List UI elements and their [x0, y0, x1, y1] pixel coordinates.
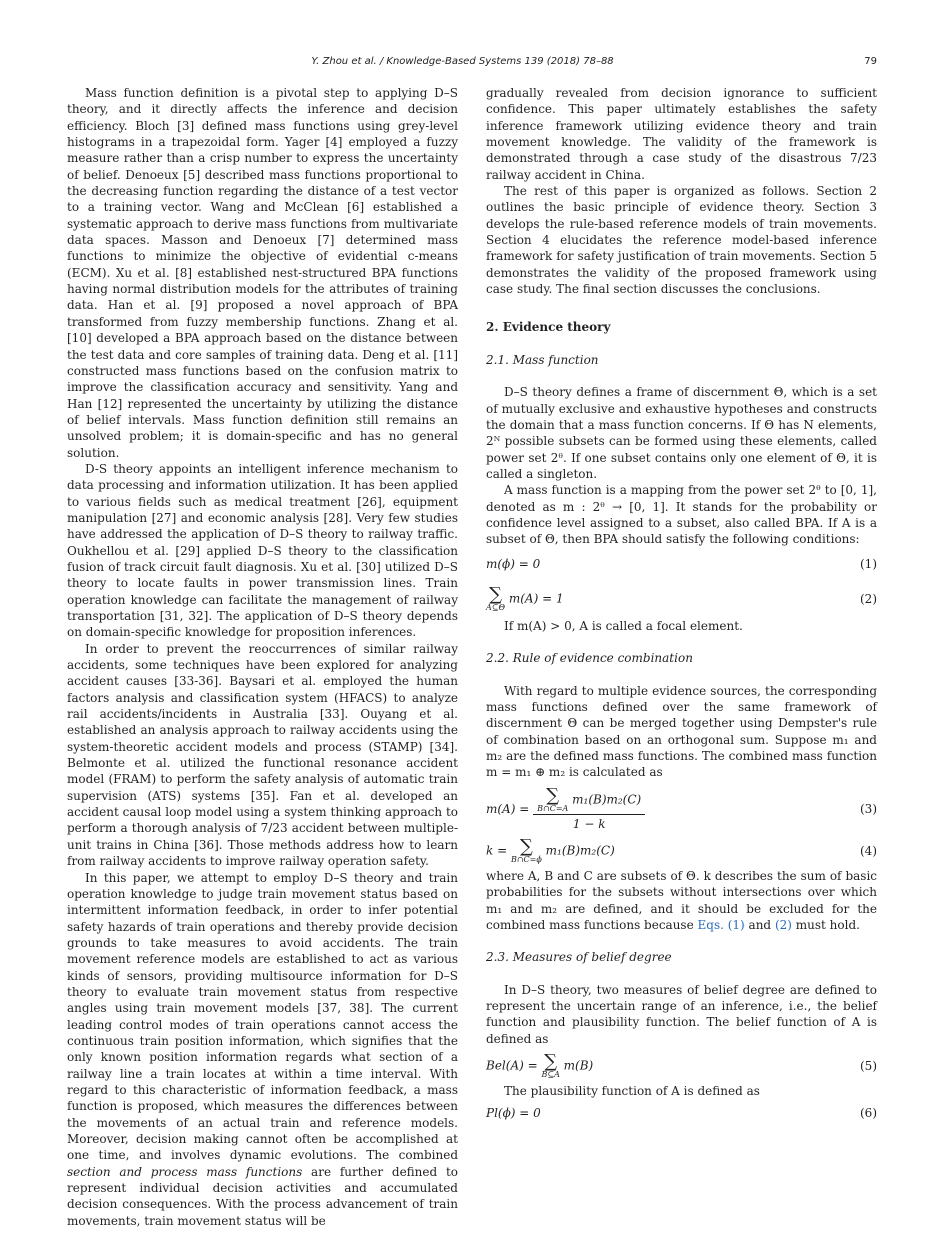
paragraph: The plausibility function of A is defined as [504, 1084, 760, 1099]
equation-3: m(A) = ∑ B∩C=A m₁(B)m₂(C) 1 − k (3) [486, 784, 877, 831]
paragraph: If m(A) > 0, A is called a focal element. [504, 618, 743, 633]
equation-number: (3) [860, 802, 877, 817]
subsection-heading: 2.3. Measures of belief degree [486, 950, 672, 965]
paragraph: With regard to multiple evidence sources, the corresponding mass functions defined over the same framework of discernment Θ can be merged together using Dempster's rule of combination based on an orthogonal sum. Suppose m₁ and m₂ are the defined mass functions. The combined mass function m = m₁ ⊕ m₂ is calculated as [486, 683, 877, 780]
paragraph: A mass function is a mapping from the power set 2ᶿ to [0, 1], denoted as m : 2ᶿ → [0, 1]. It stands for the probability or confidence level assigned to a subset, also called BPA. If A is a subset of Θ, then BPA should satisfy the following conditions: [486, 483, 877, 547]
sum-subscript: A⊆Θ [486, 602, 506, 612]
right-column [486, 85, 877, 1126]
fraction-denominator: 1 − k [572, 816, 606, 831]
subsection-heading: 2.1. Mass function [486, 352, 599, 367]
equation-6 [486, 1105, 877, 1121]
equation-expr: m(B) [563, 1058, 594, 1073]
equation-number: (2) [860, 591, 877, 606]
journal-citation: Y. Zhou et al. / Knowledge-Based Systems 139 (2018) 78–88 [311, 56, 614, 67]
paragraph: Mass function definition is a pivotal step to applying D–S theory, and it directly affects the inference and decision efficiency. Bloch [3] defined mass functions using grey-level histograms in a trapezoidal form. Yager [4] employed a fuzzy measure rather than a crisp number to express the uncertainty of belief. Denoeux [5] described mass functions proportional to the decreasing function regarding the distance of a test vector to a training vector. Wang and McClean [6] established a systematic approach to derive mass functions from multivariate data spaces. Masson and Denoeux [7] determined mass functions to minimize the objective of evidential c-means (ECM). Xu et al. [8] established nest-structured BPA functions having normal distribution models for the attributes of training data. Han et al. [9] proposed a novel approach of BPA transformed from fuzzy membership functions. Zhang et al. [10] developed a BPA approach based on the distance between the test data and core samples of training data. Deng et al. [11] constructed mass functions based on the confusion matrix to improve the classification accuracy and sensitivity. Yang and Han [12] represented the uncertainty by utilizing the distance of belief intervals. Mass function definition still remains an unsolved problem; it is domain-specific and has no general solution. [67, 86, 458, 460]
sum-subscript: B∩C=ϕ [510, 855, 542, 865]
equation-lhs: k = [486, 843, 508, 858]
paragraph-text: where A, B and C are subsets of Θ. k describes the sum of basic probabilities for the subsets without intersections over which m₁ and m₂ are defined, and it should be excluded for the combined mass functions because [486, 869, 877, 933]
equation-number: (1) [860, 556, 877, 571]
equation-number: (6) [860, 1106, 877, 1121]
section-heading: 2. Evidence theory [486, 320, 611, 335]
paragraph: D-S theory appoints an intelligent inference mechanism to data processing and information utilization. It has been applied to various fields such as medical treatment [26], equipment manipulation [27] and economic analysis [28]. Very few studies have addressed the application of D–S theory to railway traffic. Oukhellou et al. [29] applied D–S theory to the classification fusion of track circuit fault diagnosis. Xu et al. [30] utilized D–S theory to locate faults in power transmission lines. Train operation knowledge can facilitate the management of railway transportation [31, 32]. The application of D–S theory depends on domain-specific knowledge for proposition inferences. [67, 461, 458, 640]
paragraph: D–S theory defines a frame of discernment Θ, which is a set of mutually exclusive and exhaustive hypotheses and constructs the domain that a mass function concerns. If Θ has N elements, 2ᴺ possible subsets can be formed using these elements, called power set 2ᶿ. If one subset contains only one element of Θ, it is called a singleton. [486, 385, 877, 481]
equation-link[interactable]: (2) [774, 918, 792, 933]
emphasis-text: section and process mass functions [67, 1164, 303, 1179]
equation-lhs: m(A) = [486, 801, 530, 816]
equation-number: (4) [860, 843, 877, 858]
equation-expr: m(A) = 1 [508, 591, 564, 606]
running-header [0, 56, 925, 70]
sum-subscript: B⊆A [541, 1070, 560, 1080]
left-column [67, 85, 458, 1229]
paragraph-text: must hold. [791, 918, 860, 933]
equation-number: (5) [860, 1058, 877, 1073]
equation-link[interactable]: Eqs. (1) [697, 918, 745, 933]
paragraph-text: and [744, 918, 775, 933]
paragraph-text: are further defined to represent individual decision activities and accumulated decision consequences. With the process advancement of train movements, train movement status will be [67, 1164, 459, 1228]
paragraph [67, 870, 458, 1230]
paragraph: In order to prevent the reoccurrences of similar railway accidents, some techniques have been explored for analyzing accident causes [33-36]. Baysari et al. employed the human factors analysis and classification system (HFACS) to analyze rail accidents/incidents in Australia [33]. Ouyang et al. established an analysis approach to railway accidents using the system-theoretic accident models and process (STAMP) [34]. Belmonte et al. utilized the functional resonance accident model (FRAM) to perform the safety analysis of automatic train supervision (ATS) systems [35]. Fan et al. developed an accident causal loop model using a system thinking approach to perform a thorough analysis of 7/23 accident between multiple-unit trains in China [36]. Those methods address how to learn from railway accidents to improve railway operation safety. [67, 641, 458, 869]
equation-5: Bel(A) = ∑ B⊆A m(B) (5) [486, 1051, 877, 1080]
paragraph: In D–S theory, two measures of belief degree are defined to represent the uncertain range of an inference, i.e., the belief function and plausibility function. The belief function of A is defined as [486, 982, 877, 1046]
subsection-heading: 2.2. Rule of evidence combination [486, 651, 693, 666]
equation-expr: m(ϕ) = 0 [486, 556, 541, 571]
page-number: 79 [864, 56, 877, 67]
equation-1 [486, 556, 877, 572]
equation-lhs: Bel(A) = [486, 1058, 538, 1073]
sum-subscript: B∩C=A [537, 803, 569, 813]
equation-expr: Pl(ϕ) = 0 [486, 1106, 541, 1121]
paragraph: gradually revealed from decision ignorance to sufficient confidence. This paper ultimately establishes the safety inference framework utilizing evidence theory and train movement knowledge. The validity of the framework is demonstrated through a case study of the disastrous 7/23 railway accident in China. [486, 86, 877, 182]
equation-4: k = ∑ B∩C=ϕ m₁(B)m₂(C) (4) [486, 836, 877, 865]
fraction-numerator: m₁(B)m₂(C) [572, 792, 642, 807]
paragraph [486, 868, 877, 933]
paragraph: The rest of this paper is organized as follows. Section 2 outlines the basic principle of evidence theory. Section 3 develops the rule-based reference models of train movements. Section 4 elucidates the reference model-based inference framework for safety justification of train movements. Section 5 demonstrates the validity of the proposed framework using case study. The final section discusses the conclusions. [486, 184, 877, 297]
equation-expr: m₁(B)m₂(C) [545, 843, 615, 858]
paragraph-text: In this paper, we attempt to employ D–S theory and train operation knowledge to judge train movement status based on intermittent information feedback, in order to infer potential safety hazards of train operations and thereby provide decision grounds to take measures to avoid accidents. The train movement reference models are established to act as various kinds of sensors, providing multisource information for D–S theory to evaluate train movement status from respective angles using train movement models [37, 38]. The current leading control modes of train operations cannot access the continuous train position information, which signifies that the only known position information regards what section of a railway line a train locates at within a time interval. With regard to this characteristic of information feedback, a mass function is proposed, which measures the differences between the movements of an actual train and reference models. Moreover, decision making cannot often be accomplished at one time, and involves dynamic evolutions. The combined [67, 870, 458, 1163]
equation-2: ∑ A⊆Θ m(A) = 1 (2) [486, 583, 877, 612]
